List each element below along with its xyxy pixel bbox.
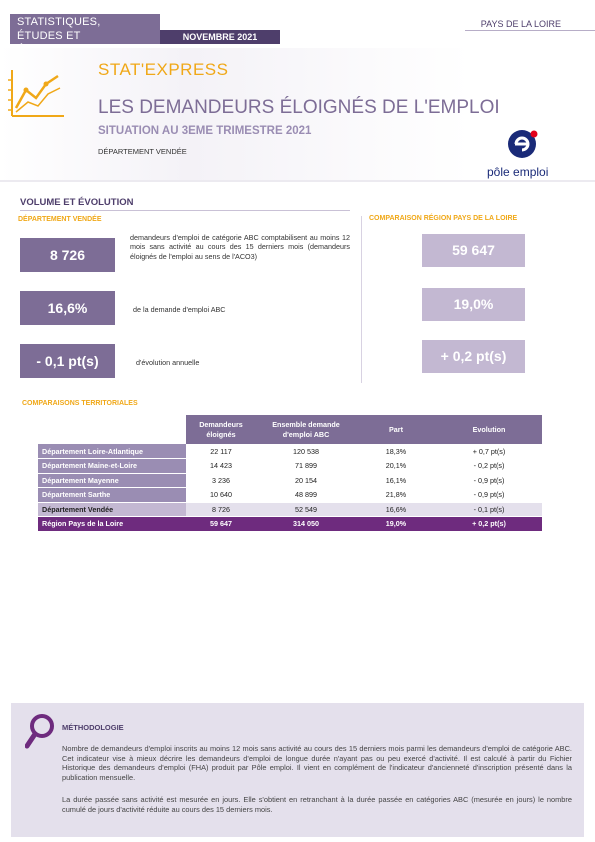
kpi-desc-evolution: d'évolution annuelle [136,358,200,367]
cell-demandeurs: 59 647 [186,517,256,532]
section-title-territorial: COMPARAISONS TERRITORIALES [22,400,138,407]
magnifier-icon [25,713,55,749]
table-row [38,473,542,488]
pole-emploi-wordmark [487,165,548,179]
logo-text-pole: pôle [487,165,510,179]
cell-part: 21,8% [356,488,436,503]
kpi-region-demandeurs: 59 647 [422,234,525,267]
kpi-dept-demandeurs: 8 726 [20,238,115,272]
cell-demandeurs: 3 236 [186,473,256,488]
cell-evolution: - 0,9 pt(s) [436,488,542,503]
row-name: Région Pays de la Loire [38,517,186,532]
row-name: Département Maine-et-Loire [38,459,186,474]
cell-ensemble: 52 549 [256,502,356,517]
table-row [38,459,542,474]
department-tag: DÉPARTEMENT VENDÉE [18,216,102,223]
series-line-1: STATISTIQUES, [17,16,101,28]
cell-part: 16,6% [356,502,436,517]
cell-evolution: + 0,2 pt(s) [436,517,542,532]
table-row [38,444,542,459]
cell-demandeurs: 8 726 [186,502,256,517]
kpi-dept-evolution: - 0,1 pt(s) [20,344,115,378]
methodology-title: MÉTHODOLOGIE [62,723,124,732]
header-demandeurs: Demandeurs éloignés [186,415,256,444]
region-label: PAYS DE LA LOIRE [480,19,561,29]
methodology-paragraph-2: La durée passée sans activité est mesurée en jours. Elle s'obtient en retranchant à la durée passée en catégories ABC (mesurée en jours) le nombre cumulé de jours d'activité réduite au cours des 15 derniers mois. [62,795,572,814]
department-label: DÉPARTEMENT VENDÉE [98,147,187,156]
cell-ensemble: 71 899 [256,459,356,474]
cell-part: 16,1% [356,473,436,488]
row-name: Département Sarthe [38,488,186,503]
methodology-box [11,703,584,837]
header-evolution: Evolution [436,415,542,444]
logo-text-emploi: emploi [513,165,549,179]
row-name: Département Loire-Atlantique [38,444,186,459]
cell-ensemble: 120 538 [256,444,356,459]
row-name: Département Vendée [38,502,186,517]
series-label [10,14,160,44]
cell-evolution: + 0,7 pt(s) [436,444,542,459]
cell-ensemble: 48 899 [256,488,356,503]
region-comparison-tag: COMPARAISON RÉGION PAYS DE LA LOIRE [369,215,518,222]
region-divider [465,30,595,31]
table-header-row [38,415,542,444]
series-line-2: ÉTUDES ET [17,30,81,42]
kpi-region-part: 19,0% [422,288,525,321]
kpi-desc-part: de la demande d'emploi ABC [133,305,226,314]
cell-evolution: - 0,2 pt(s) [436,459,542,474]
page-title: LES DEMANDEURS ÉLOIGNÉS DE L'EMPLOI [98,97,500,118]
header-part: Part [356,415,436,444]
page-subtitle: SITUATION AU 3EME TRIMESTRE 2021 [98,125,312,137]
brand-title: STAT'EXPRESS [98,60,229,79]
table-row-total [38,517,542,532]
table-row [38,488,542,503]
cell-evolution: - 0,1 pt(s) [436,502,542,517]
kpi-desc-demandeurs: demandeurs d'emploi de catégorie ABC comptabilisent au moins 12 mois sans activité au cours des 15 derniers mois (demandeurs éloignés de l'emploi au sens de l'ACO3) [130,233,350,261]
line-chart-icon [8,68,66,120]
cell-part: 20,1% [356,459,436,474]
kpi-dept-part: 16,6% [20,291,115,325]
publication-date: NOVEMBRE 2021 [160,30,280,44]
header-blank [38,415,186,444]
cell-part: 18,3% [356,444,436,459]
kpi-region-evolution: + 0,2 pt(s) [422,340,525,373]
cell-demandeurs: 10 640 [186,488,256,503]
cell-evolution: - 0,9 pt(s) [436,473,542,488]
hero-divider [0,180,595,182]
table-row-selected-department [38,502,542,517]
methodology-paragraph-1: Nombre de demandeurs d'emploi inscrits au moins 12 mois sans activité au cours des 15 derniers mois parmi les demandeurs d'emploi de catégorie ABC. Cet indicateur vise à mieux décrire les demandeurs d'emploi de longue durée n'ayant pas ou peu exercé d'activité. Il est calculé à partir du Fichier Historique des demandeurs d'emploi (FHA) produit par Pôle emploi. Il vient en complément de l'indicateur d'ancienneté d'inscription présenté dans la publication mensuelle. [62,744,572,782]
section-title-volume: VOLUME ET ÉVOLUTION [20,197,134,208]
row-name: Département Mayenne [38,473,186,488]
cell-demandeurs: 22 117 [186,444,256,459]
cell-part: 19,0% [356,517,436,532]
column-divider [361,216,362,383]
section-rule [20,210,350,211]
cell-ensemble: 20 154 [256,473,356,488]
cell-demandeurs: 14 423 [186,459,256,474]
cell-ensemble: 314 050 [256,517,356,532]
header-ensemble: Ensemble demande d'emploi ABC [256,415,356,444]
territorial-table [38,415,542,532]
